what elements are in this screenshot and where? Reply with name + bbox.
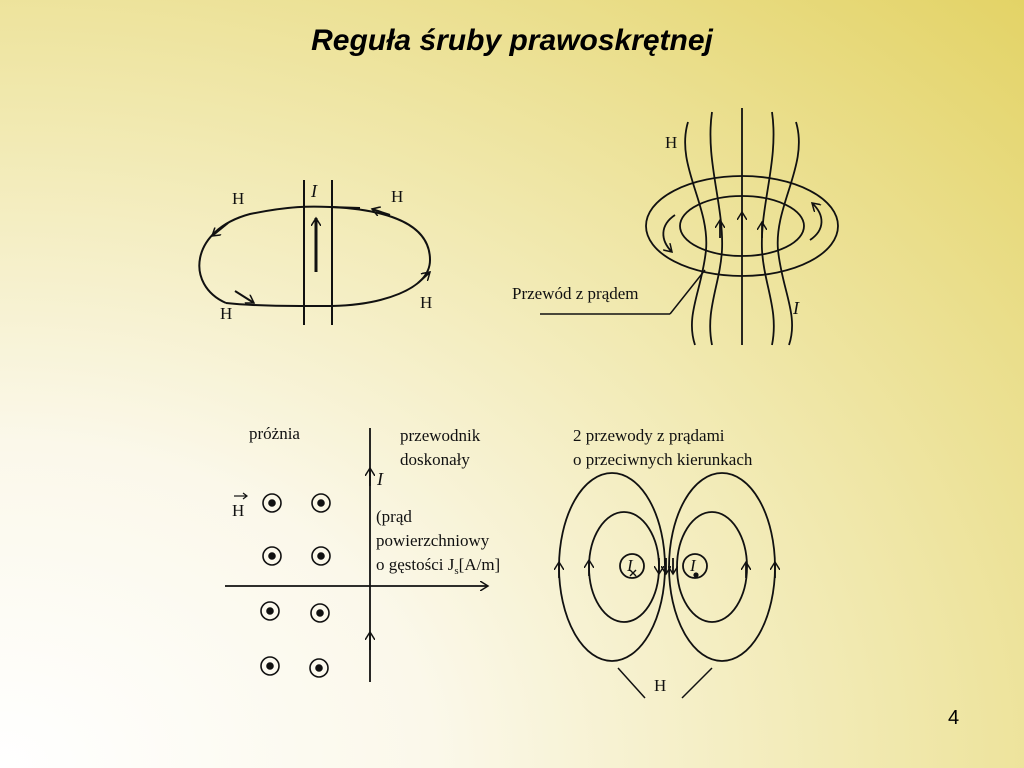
slide-title: Reguła śruby prawoskrętnej (311, 24, 713, 57)
h-pointer-right (682, 668, 712, 698)
field-loop-right-inner (677, 512, 747, 622)
label-current-left: I (627, 556, 633, 575)
field-loop-left-inner (589, 512, 659, 622)
label-h: H (654, 676, 667, 695)
label-caption-1: 2 przewody z prądami (573, 426, 725, 445)
label-h-bottom-left: H (220, 304, 233, 323)
label-h-top-left: H (232, 189, 245, 208)
note-3-subscript: s (454, 565, 459, 577)
label-h-bottom-right: H (420, 293, 433, 312)
note-3-prefix: o gęstości J (376, 555, 455, 574)
label-current: I (377, 469, 383, 489)
field-line-inner-right (762, 112, 774, 345)
field-line-outer-left (685, 122, 706, 345)
field-loop-left-outer (559, 473, 665, 661)
figure-two-wires (559, 473, 775, 698)
label-current: I (793, 298, 799, 318)
label-field-vector: H (232, 501, 245, 520)
label-callout: Przewód z prądem (512, 284, 639, 303)
ring-current-arrow-right (810, 203, 822, 240)
label-current-right: I (690, 556, 696, 575)
ring-current-arrow-left (663, 215, 675, 252)
field-arrow-top-left (212, 223, 228, 236)
label-note-1: (prąd (376, 507, 412, 526)
label-caption-2: o przeciwnych kierunkach (573, 450, 753, 469)
label-vacuum: próżnia (249, 424, 300, 443)
field-loop-right (226, 207, 430, 306)
label-note-2: powierzchniowy (376, 531, 490, 550)
page-number: 4 (948, 707, 960, 729)
field-arrow-bottom-right (418, 272, 430, 283)
note-3-suffix: [A/m] (458, 555, 501, 574)
field-loop-right-outer (669, 473, 775, 661)
label-h-top-right: H (391, 187, 404, 206)
label-conductor-1: przewodnik (400, 426, 481, 445)
label-h: H (665, 133, 678, 152)
label-conductor-2: doskonały (400, 450, 470, 469)
field-arrow-bottom-left (235, 291, 254, 303)
field-loop-left (199, 207, 360, 303)
label-current: I (311, 181, 317, 201)
h-pointer-left (618, 668, 645, 698)
label-note-3 (376, 555, 500, 577)
callout-leader (670, 270, 705, 314)
